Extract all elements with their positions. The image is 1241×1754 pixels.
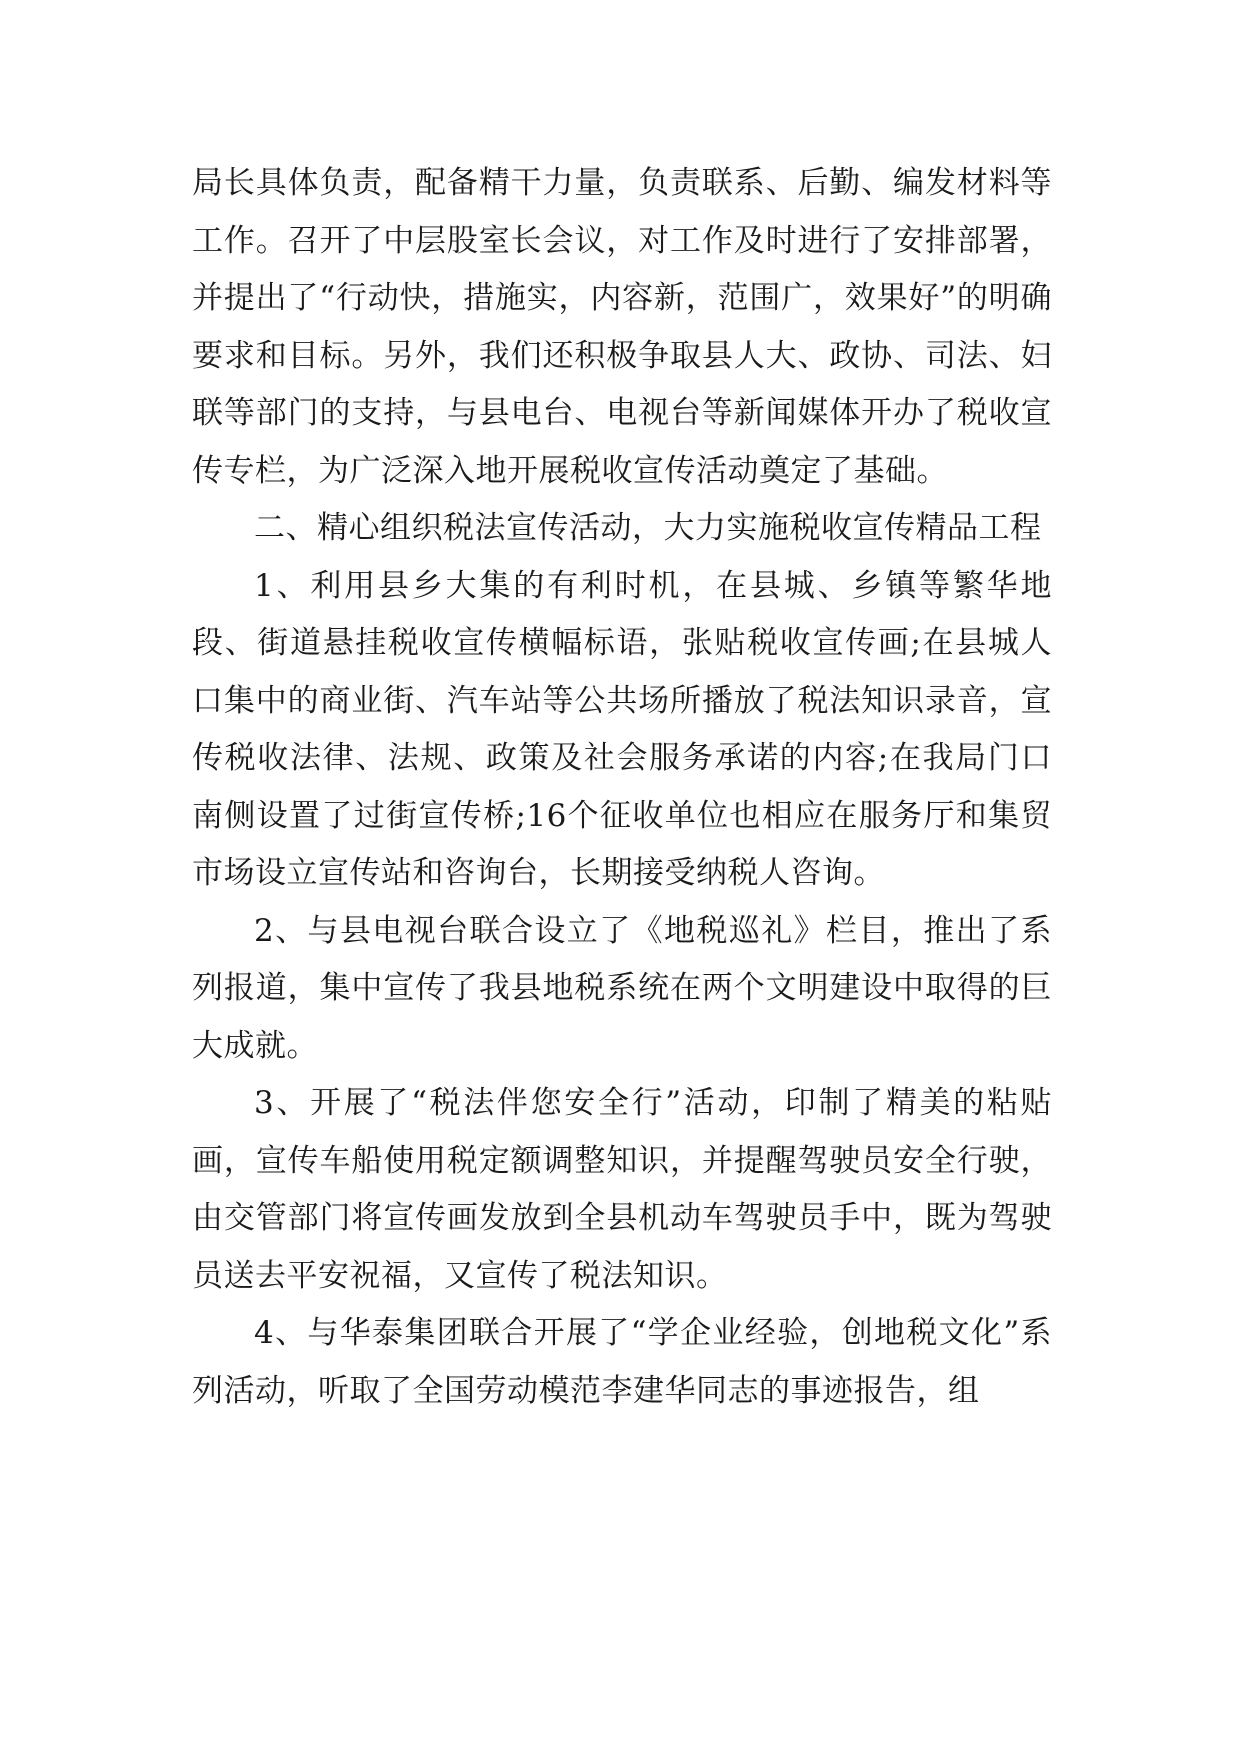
paragraph-item-1: 1、利用县乡大集的有利时机，在县城、乡镇等繁华地段、街道悬挂税收宣传横幅标语，张贴税收宣传画;在县城人口集中的商业街、汽车站等公共场所播放了税法知识录音，宣传税收法律、法规、政策及社会服务承诺的内容;在我局门口南侧设置了过街宣传桥;16个征收单位也相应在服务厅和集贸市场设立宣传站和咨询台，长期接受纳税人咨询。 [192,567,1052,891]
document-body [192,155,1052,1420]
paragraph-item-3: 3、开展了“税法伴您安全行”活动，印制了精美的粘贴画，宣传车船使用税定额调整知识，并提醒驾驶员安全行驶，由交管部门将宣传画发放到全县机动车驾驶员手中，既为驾驶员送去平安祝福，又宣传了税法知识。 [192,1085,1052,1294]
paragraph-1: 局长具体负责，配备精干力量，负责联系、后勤、编发材料等工作。召开了中层股室长会议，对工作及时进行了安排部署，并提出了“行动快，措施实，内容新，范围广，效果好”的明确要求和目标。另外，我们还积极争取县人大、政协、司法、妇联等部门的支持，与县电台、电视台等新闻媒体开办了税收宣传专栏，为广泛深入地开展税收宣传活动奠定了基础。 [192,165,1052,489]
paragraph-item-2: 2、与县电视台联合设立了《地税巡礼》栏目，推出了系列报道，集中宣传了我县地税系统在两个文明建设中取得的巨大成就。 [192,912,1052,1064]
paragraph-item-4: 4、与华泰集团联合开展了“学企业经验，创地税文化”系列活动，听取了全国劳动模范李建华同志的事迹报告，组 [192,1315,1052,1409]
section-heading-2: 二、精心组织税法宣传活动，大力实施税收宣传精品工程 [254,510,1042,546]
